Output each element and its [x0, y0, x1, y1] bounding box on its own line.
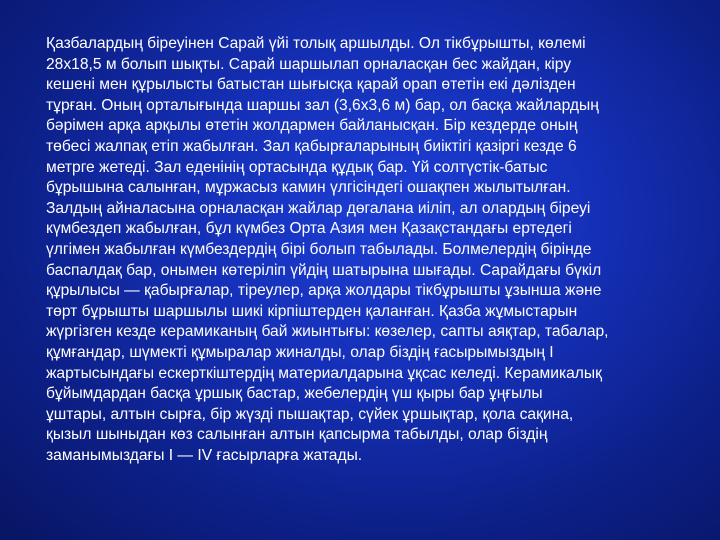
- slide-body-text: Қазбалардың біреуінен Сарай үйі толық аршылды. Ол тікбұрышты, көлемі 28х18,5 м болып шықты. Сарай шаршылап орналасқан бес жайдан, кіру кешені мен құрылысты батыстан шығысқа қарай орап өтетін екі дәлізден тұрған. Оның орталығында шаршы зал (3,6х3,6 м) бар, ол басқа жайлардың бәрімен арқа арқылы өтетін жолдармен байланысқан. Бір кездерде оның төбесі жалпақ етіп жабылған. Зал қабырғаларының биіктігі қазіргі кезде 6 метрге жетеді. Зал еденінің ортасында құдық бар. Үй солтүстік-батыс бұрышына салынған, мұржасыз камин үлгісіндегі ошақпен жылытылған. Залдың айналасына орналасқан жайлар дөгалана иіліп, ал олардың біреуі күмбездеп жабылған, бұл күмбез Орта Азия мен Қазақстандағы ертедегі үлгімен жабылған күмбездердің бірі болып табылады. Болмелердің бірінде баспалдақ бар, онымен көтеріліп үйдің шатырына шығады. Сарайдағы бүкіл құрылысы — қабырғалар, тіреулер, арқа жолдары тікбұрышты ұзынша және төрт бұрышты шаршылы шикі кірпіштерден қаланған. Қазба жұмыстарын жүргізген кезде керамиканың бай жиынтығы: көзелер, сапты аяқтар, табалар, құмғандар, шүмекті құмыралар жиналды, олар біздің ғасырымыздың I жартысындағы ескерткіштердің материалдарына ұқсас келеді. Керамикалық бұйымдардан басқа ұршық бастар, жебелердің үш қыры бар ұңғылы ұштары, алтын сырға, бір жүзді пышақтар, сүйек ұршықтар, қола сақина, қызыл шыныдан көз салынған алтын қапсырма табылды, олар біздің заманымыздағы I — IV ғасырларға жатады.: [46, 35, 609, 464]
